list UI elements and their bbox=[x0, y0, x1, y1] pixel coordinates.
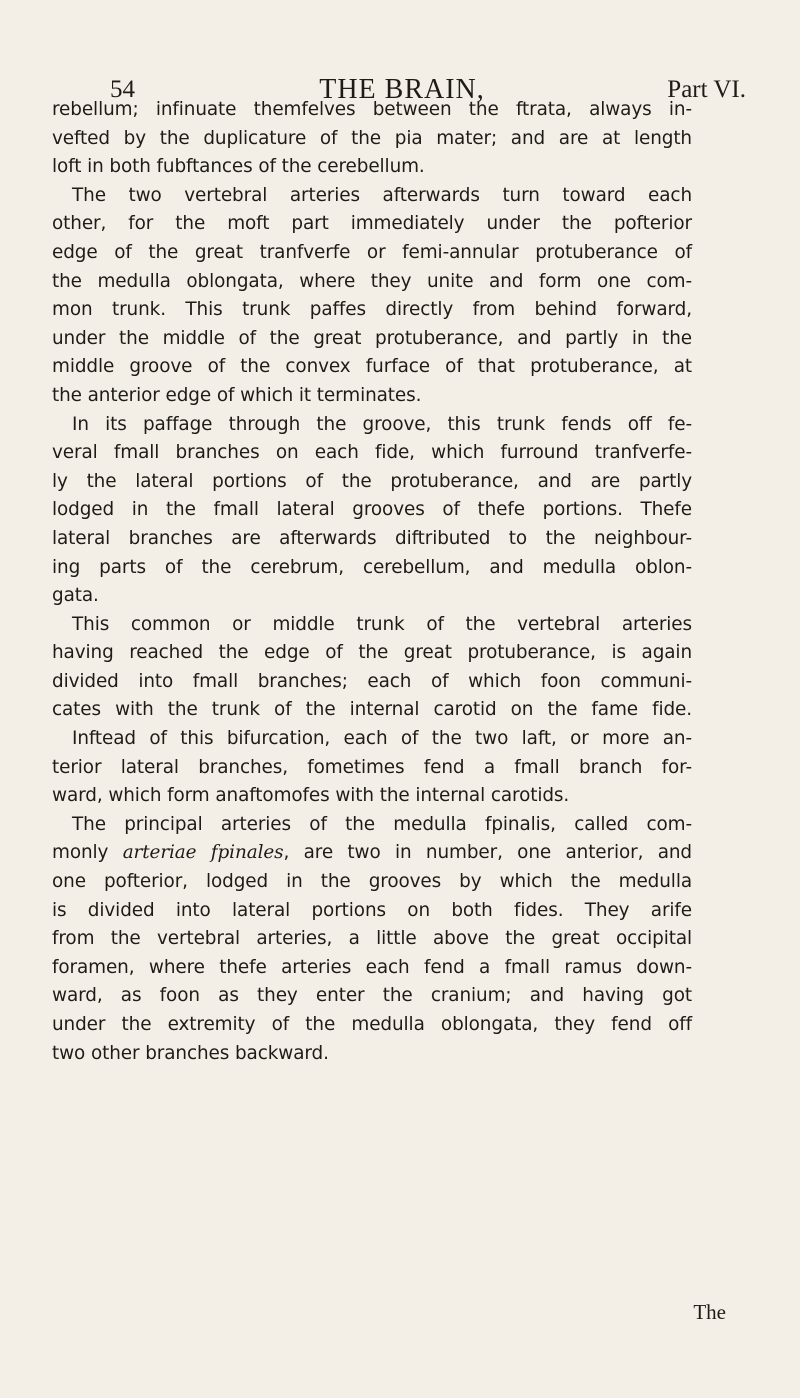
text-line: lateral branches are afterwards diftributed to the neighbour- bbox=[52, 527, 692, 549]
text-line: is divided into lateral portions on both fides. They arife bbox=[52, 899, 692, 921]
text-line: the medulla oblongata, where they unite and form one com- bbox=[52, 270, 692, 292]
text-line: foramen, where thefe arteries each fend a fmall ramus down- bbox=[52, 956, 692, 978]
text-line: other, for the moft part immediately under the pofterior bbox=[52, 213, 692, 235]
text-line: terior lateral branches, fometimes fend a fmall branch for- bbox=[52, 756, 692, 778]
text-line: lodged in the fmall lateral grooves of thefe portions. Thefe bbox=[52, 499, 692, 521]
text-line: rebellum; infinuate themfelves between the ftrata, always in- bbox=[52, 99, 692, 120]
text-line: In its paffage through the groove, this trunk fends off fe- bbox=[72, 413, 692, 435]
text-line: having reached the edge of the great protuberance, is again bbox=[52, 642, 692, 664]
text-line: This common or middle trunk of the vertebral arteries bbox=[72, 613, 692, 635]
text-line: gata. bbox=[52, 585, 99, 607]
text-line: under the extremity of the medulla oblongata, they fend off bbox=[52, 1014, 692, 1035]
text-line: under the middle of the great protuberance, and partly in the bbox=[52, 327, 692, 349]
text-line: one pofterior, lodged in the grooves by which the medulla bbox=[52, 871, 692, 893]
text-line: edge of the great tranfverfe or femi-annular protuberance of bbox=[52, 241, 692, 263]
page-number: 54 bbox=[110, 76, 135, 103]
running-title: THE BRAIN, bbox=[319, 74, 485, 105]
part-label: Part VI. bbox=[667, 76, 746, 103]
text-line: from the vertebral arteries, a little above the great occipital bbox=[52, 928, 692, 950]
text-line: cates with the trunk of the internal carotid on the fame fide. bbox=[52, 699, 692, 721]
catchword: The bbox=[693, 1300, 726, 1324]
text-line: mon trunk. This trunk paffes directly from behind forward, bbox=[52, 299, 692, 321]
text-line: two other branches backward. bbox=[52, 1042, 329, 1064]
text-line: ward, as foon as they enter the cranium; and having got bbox=[52, 985, 692, 1007]
text-line: The principal arteries of the medulla fpinalis, called com- bbox=[72, 813, 692, 835]
text-line: The two vertebral arteries afterwards turn toward each bbox=[72, 184, 692, 206]
body-text bbox=[52, 96, 692, 1068]
text-line: ly the lateral portions of the protuberance, and are partly bbox=[52, 470, 692, 492]
text-line: middle groove of the convex furface of that protuberance, at bbox=[52, 356, 692, 378]
text-line: the anterior edge of which it terminates. bbox=[52, 384, 422, 406]
text-line: ing parts of the cerebrum, cerebellum, and medulla oblon- bbox=[52, 556, 692, 578]
text-line: divided into fmall branches; each of which foon communi- bbox=[52, 670, 692, 692]
text-line: loft in both fubftances of the cerebellum. bbox=[52, 156, 425, 178]
text-line: vefted by the duplicature of the pia mater; and are at length bbox=[52, 127, 692, 149]
text-line: ward, which form anaftomofes with the internal carotids. bbox=[52, 785, 570, 807]
text-line: Inftead of this bifurcation, each of the two laft, or more an- bbox=[72, 728, 692, 750]
text-line: monly arteriae fpinales, are two in number, one anterior, and bbox=[52, 842, 693, 864]
text-line: veral fmall branches on each fide, which furround tranfverfe- bbox=[52, 442, 692, 464]
